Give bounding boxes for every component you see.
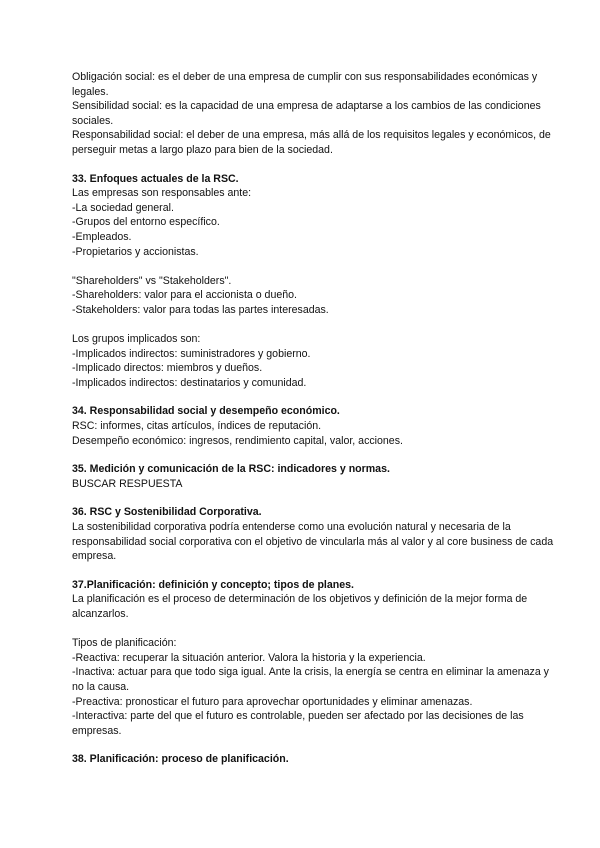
definition-sensibilidad-social: Sensibilidad social: es la capacidad de una empresa de adaptarse a los cambios de las condiciones sociales.: [72, 100, 541, 127]
list-item: -Preactiva: pronosticar el futuro para aprovechar oportunidades y eliminar amenazas.: [72, 695, 473, 708]
text-line: Desempeño económico: ingresos, rendimiento capital, valor, acciones.: [72, 434, 403, 447]
text-line: La planificación es el proceso de determinación de los objetivos y definición de la mejor forma de alcanzarlos.: [72, 593, 528, 620]
list-item: -Inactiva: actuar para que todo siga igual. Ante la crisis, la energía se centra en eliminar la amenaza y no la causa.: [72, 666, 549, 693]
section-36-heading: 36. RSC y Sostenibilidad Corporativa.: [72, 506, 262, 519]
list-item: -Stakeholders: valor para todas las partes interesadas.: [72, 303, 329, 316]
list-item: -Propietarios y accionistas.: [72, 245, 199, 258]
list-item: -Shareholders: valor para el accionista o dueño.: [72, 289, 297, 302]
section-35-body: [72, 477, 560, 492]
text-line: Los grupos implicados son:: [72, 333, 201, 346]
text-line: "Shareholders" vs "Stakeholders".: [72, 274, 232, 287]
list-item: -Grupos del entorno específico.: [72, 216, 220, 229]
section-33-responsables: [72, 186, 560, 259]
section-36-body: [72, 520, 560, 564]
section-34-body: [72, 419, 560, 448]
spacer: [72, 318, 560, 333]
list-item: -Implicados indirectos: destinatarios y comunidad.: [72, 376, 307, 389]
section-33-grupos: [72, 332, 560, 390]
list-item: -Implicados indirectos: suministradores y gobierno.: [72, 347, 311, 360]
spacer: [72, 259, 560, 274]
text-line: Las empresas son responsables ante:: [72, 187, 252, 200]
list-item: -Implicado directos: miembros y dueños.: [72, 362, 263, 375]
section-38-heading: 38. Planificación: proceso de planificación.: [72, 753, 289, 766]
list-item: -Empleados.: [72, 230, 132, 243]
spacer: [72, 622, 560, 637]
section-33-heading: 33. Enfoques actuales de la RSC.: [72, 172, 239, 185]
definition-obligacion-social: Obligación social: es el deber de una empresa de cumplir con sus responsabilidades económicas y legales.: [72, 71, 538, 98]
intro-definitions: [72, 70, 560, 158]
section-37-definicion: [72, 592, 560, 621]
section-35-heading: 35. Medición y comunicación de la RSC: indicadores y normas.: [72, 463, 390, 476]
text-line: La sostenibilidad corporativa podría entenderse como una evolución natural y necesaria de la responsabilidad social corporativa con el objetivo de vincularla más al valor y al core business de cada empresa.: [72, 521, 554, 563]
list-item: -Reactiva: recuperar la situación anterior. Valora la historia y la experiencia.: [72, 651, 426, 664]
section-37-heading: 37.Planificación: definición y concepto; tipos de planes.: [72, 578, 354, 591]
definition-responsabilidad-social: Responsabilidad social: el deber de una empresa, más allá de los requisitos legales y económicos, de perseguir metas a largo plazo para bien de la sociedad.: [72, 129, 551, 156]
section-33-shareholders: [72, 274, 560, 318]
section-37-tipos: [72, 636, 560, 738]
text-line: RSC: informes, citas artículos, índices de reputación.: [72, 420, 322, 433]
text-line: Tipos de planificación:: [72, 637, 177, 650]
list-item: -La sociedad general.: [72, 201, 174, 214]
section-34-heading: 34. Responsabilidad social y desempeño económico.: [72, 405, 340, 418]
text-line: BUSCAR RESPUESTA: [72, 477, 183, 490]
list-item: -Interactiva: parte del que el futuro es controlable, pueden ser afectado por las decisiones de las empresas.: [72, 710, 524, 737]
